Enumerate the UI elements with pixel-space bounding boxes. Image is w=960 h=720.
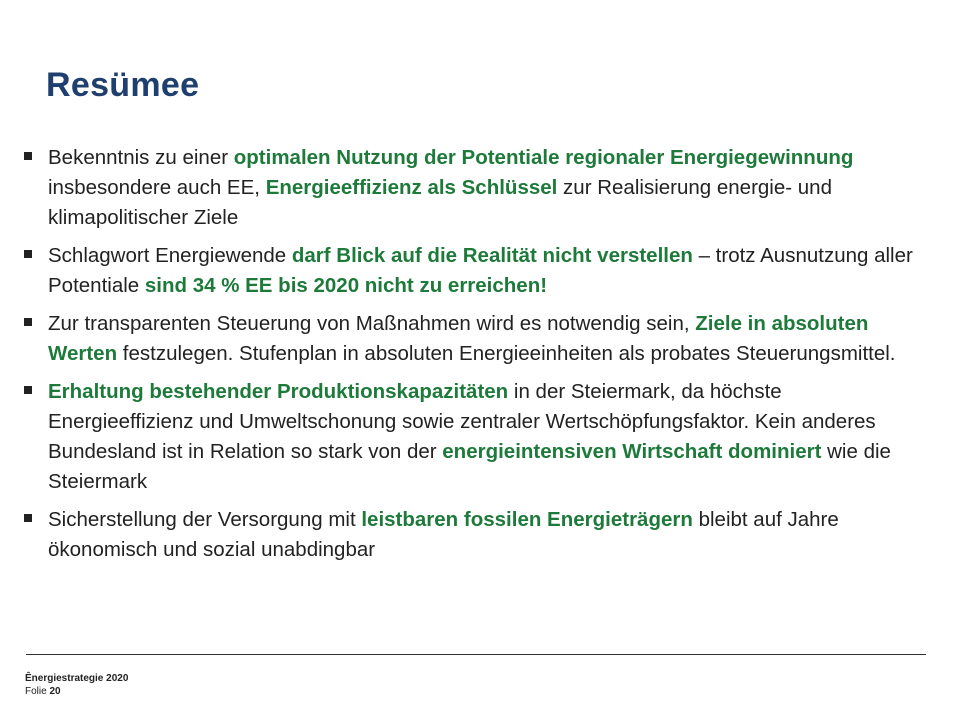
square-bullet-icon (24, 514, 32, 522)
slide-label: Folie (25, 686, 47, 697)
bullet-item (24, 505, 914, 565)
footer-slide-info (25, 685, 128, 698)
footer-document-title: Ênergiestrategie 2020 (25, 673, 129, 684)
bullet-item (24, 377, 914, 497)
square-bullet-icon (24, 250, 32, 258)
footer (25, 672, 128, 698)
bullet-text-segment: festzulegen. Stufenplan in absoluten Energieeinheiten als probates Steuerungsmittel. (117, 342, 896, 365)
bullet-text-segment: zur Realisierung energie- und klimapolitischer Ziele (48, 176, 832, 229)
highlighted-text: Erhaltung bestehender Produktionskapazitäten (48, 380, 509, 403)
slide-title: Resümee (46, 66, 200, 104)
square-bullet-icon (24, 152, 32, 160)
highlighted-text: Ziele in absoluten Werten (48, 312, 869, 365)
highlighted-text: sind 34 % EE bis 2020 nicht zu erreichen! (144, 274, 548, 297)
slide-number: 20 (49, 686, 61, 697)
highlighted-text: energieintensiven Wirtschaft dominiert (442, 440, 822, 463)
bullet-text-segment: Sicherstellung der Versorgung mit (48, 508, 362, 531)
square-bullet-icon (24, 386, 32, 394)
bullet-list (24, 143, 914, 573)
bullet-text (48, 508, 839, 561)
bullet-text-segment: in der Steiermark, da höchste Energieeffizienz und Umweltschonung sowie zentraler Wertschöpfungsfaktor. Kein anderes Bundesland ist in Relation so stark von der (48, 380, 876, 463)
bullet-item (24, 143, 914, 233)
bullet-text-segment: insbesondere auch EE, (48, 176, 266, 199)
highlighted-text: optimalen Nutzung der Potentiale regionaler Energiegewinnung (233, 146, 854, 169)
bullet-text-segment: – trotz Ausnutzung aller Potentiale (48, 244, 913, 297)
bullet-text-segment: Bekenntnis zu einer (48, 146, 234, 169)
bullet-item (24, 309, 914, 369)
highlighted-text: Energieeffizienz als Schlüssel (265, 176, 558, 199)
bullet-text (48, 380, 891, 493)
bullet-text (48, 244, 913, 297)
bullet-text-segment: Zur transparenten Steuerung von Maßnahmen wird es notwendig sein, (48, 312, 696, 335)
bullet-item (24, 241, 914, 301)
bullet-text-segment: bleibt auf Jahre ökonomisch und sozial unabdingbar (48, 508, 839, 561)
highlighted-text: darf Blick auf die Realität nicht verstellen (291, 244, 693, 267)
bullet-text-segment: Schlagwort Energiewende (48, 244, 292, 267)
square-bullet-icon (24, 318, 32, 326)
footer-divider (26, 654, 926, 655)
bullet-text (48, 312, 896, 365)
bullet-text-segment: wie die Steiermark (48, 440, 891, 493)
highlighted-text: leistbaren fossilen Energieträgern (361, 508, 693, 531)
bullet-text (48, 146, 853, 229)
